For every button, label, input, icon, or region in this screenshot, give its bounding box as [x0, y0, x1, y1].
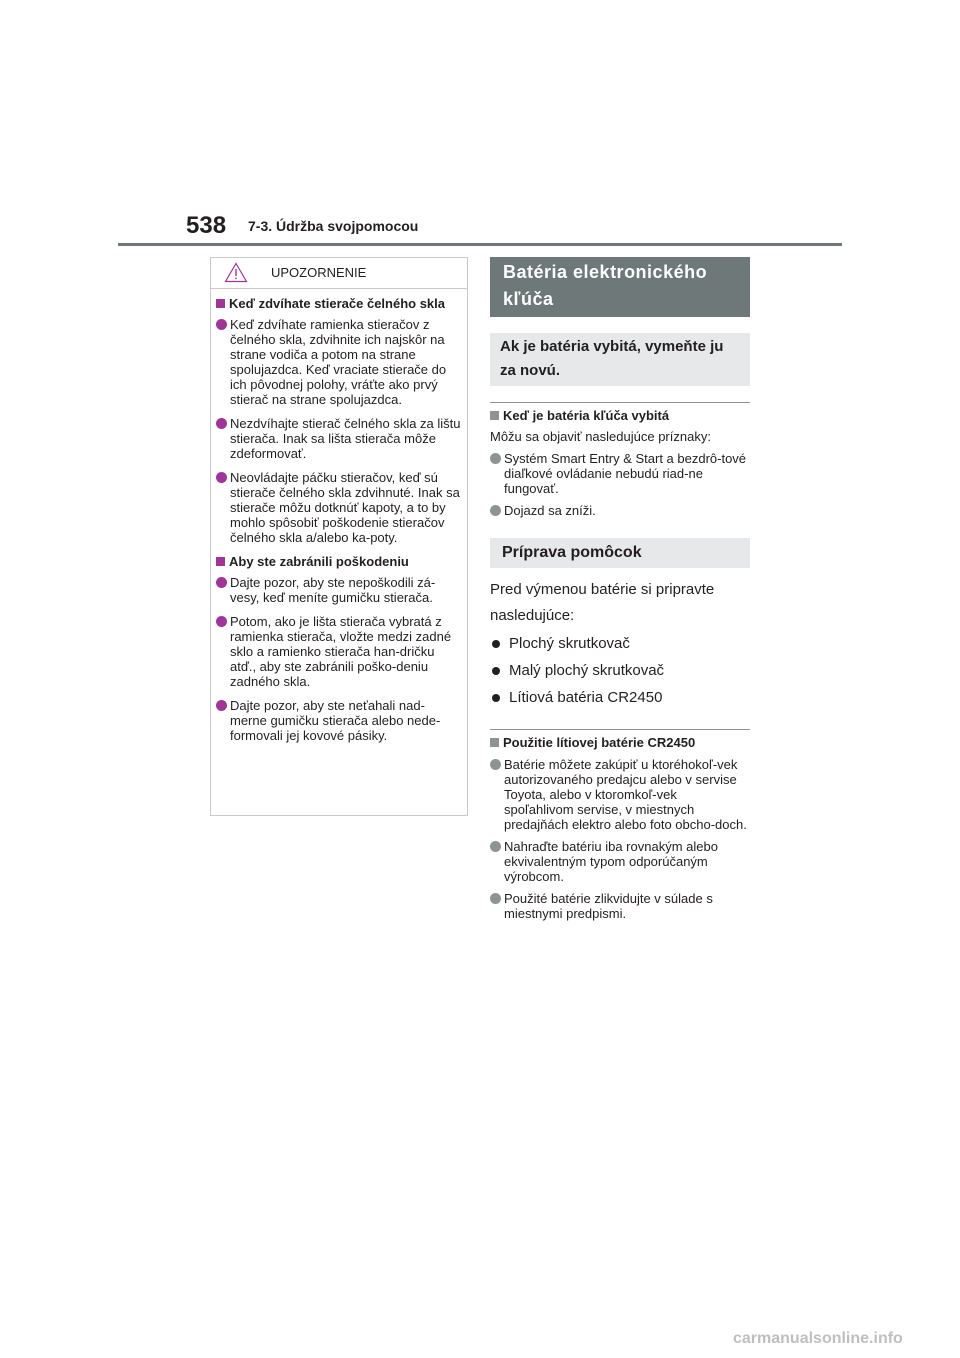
round-bullet-icon: [490, 759, 501, 770]
warning-header: [211, 258, 467, 289]
list-item-text: Plochý skrutkovač: [509, 635, 630, 652]
bullet-icon: [492, 667, 500, 675]
warning-item: [216, 470, 461, 545]
right-column: [490, 257, 750, 921]
warning-triangle-icon: [224, 262, 248, 283]
round-bullet-icon: [216, 418, 227, 429]
warning-item: [216, 575, 461, 605]
warning-item-text: Dajte pozor, aby ste neťahali nad-merne gumičku stierača alebo nede-formovali jej kovové pásiky.: [230, 698, 441, 743]
list-item: [490, 757, 750, 832]
square-bullet-icon: [216, 557, 225, 566]
round-bullet-icon: [490, 893, 501, 904]
page-number: 538: [186, 212, 227, 239]
warning-item-text: Keď zdvíhate ramienka stieračov z čelného skla, zdvihnite ich najskôr na strane vodiča a potom na strane spolujazdca. Keď vraciate stierače do ich pôvodnej polohy, vráťte ako prvý stierač na strane spolujazdca.: [230, 317, 447, 407]
list-item: [490, 451, 750, 496]
section-title: 7-3. Údržba svojpomocou: [248, 218, 419, 234]
divider: [490, 402, 750, 403]
round-bullet-icon: [216, 616, 227, 627]
round-bullet-icon: [490, 841, 501, 852]
list-item-text: Systém Smart Entry & Start a bezdrô-tové diaľkové ovládanie nebudú riad-ne fungovať.: [504, 451, 747, 496]
warning-box: [210, 257, 468, 816]
section-subtitle: Ak je batéria vybitá, vymeňte ju za novú.: [490, 333, 750, 386]
warning-item: [216, 416, 461, 461]
square-bullet-icon: [216, 299, 225, 308]
subsection-heading: [490, 408, 750, 423]
prep-intro: Pred výmenou batérie si pripravte nasledujúce:: [490, 581, 715, 624]
subsection-heading-text: Použitie lítiovej batérie CR2450: [503, 735, 696, 750]
prep-heading: Príprava pomôcok: [490, 538, 750, 568]
subsection-heading: [490, 735, 750, 750]
warning-heading-damage: [216, 554, 461, 569]
round-bullet-icon: [490, 453, 501, 464]
bullet-icon: [492, 694, 500, 702]
subsection-heading-text: Keď je batéria kľúča vybitá: [503, 408, 670, 423]
list-item-text: Malý plochý skrutkovač: [509, 662, 665, 679]
list-item-text: Lítiová batéria CR2450: [509, 689, 663, 706]
list-item: [490, 503, 750, 518]
square-bullet-icon: [490, 411, 499, 420]
list-item: [490, 685, 750, 711]
warning-item: [216, 698, 461, 743]
list-item: [490, 631, 750, 657]
section-title-bar: Batéria elektronického kľúča: [490, 257, 750, 317]
warning-item: [216, 614, 461, 689]
list-item-text: Dojazd sa zníži.: [504, 503, 596, 518]
round-bullet-icon: [216, 319, 227, 330]
warning-item-text: Neovládajte páčku stieračov, keď sú stierače čelného skla zdvihnuté. Inak sa stierače môžu dotknúť kapoty, a to by mohlo spôsobiť poškodenie stieračov čelného skla a/alebo ka-poty.: [230, 470, 460, 545]
square-bullet-icon: [490, 738, 499, 747]
round-bullet-icon: [216, 700, 227, 711]
warning-title: UPOZORNENIE: [271, 265, 367, 280]
list-item: [490, 891, 750, 921]
warning-heading-text: Keď zdvíhate stierače čelného skla: [229, 296, 445, 311]
warning-item-text: Nezdvíhajte stierač čelného skla za lištu stierača. Inak sa lišta stierača môže zdeformovať.: [230, 416, 461, 461]
round-bullet-icon: [216, 577, 227, 588]
warning-item: [216, 317, 461, 407]
round-bullet-icon: [216, 472, 227, 483]
warning-heading-text: Aby ste zabránili poškodeniu: [229, 554, 409, 569]
warning-item-text: Potom, ako je lišta stierača vybratá z ramienka stierača, vložte medzi zadné sklo a ramienko stierača han-dričku atď., aby ste zabránili poško-deniu zadného skla.: [230, 614, 452, 689]
watermark: carmanualsonline.info: [733, 1330, 903, 1347]
round-bullet-icon: [490, 505, 501, 516]
subsection-intro: Môžu sa objaviť nasledujúce príznaky:: [490, 429, 711, 444]
header-rule: [118, 243, 842, 246]
list-item: [490, 658, 750, 684]
warning-item-text: Dajte pozor, aby ste nepoškodili zá-vesy, keď meníte gumičku stierača.: [230, 575, 436, 605]
list-item-text: Použité batérie zlikvidujte v súlade s miestnymi predpismi.: [504, 891, 713, 921]
divider: [490, 729, 750, 730]
warning-heading-wipers: [216, 296, 461, 311]
bullet-icon: [492, 640, 500, 648]
list-item-text: Batérie môžete zakúpiť u ktoréhokoľ-vek autorizovaného predajcu alebo v servise Toyota, alebo v ktoromkoľ-vek spoľahlivom servise, v miestnych predajňách elektro alebo foto obcho-doch.: [504, 757, 747, 832]
list-item: [490, 839, 750, 884]
list-item-text: Nahraďte batériu iba rovnakým alebo ekvivalentným typom odporúčaným výrobcom.: [504, 839, 718, 884]
